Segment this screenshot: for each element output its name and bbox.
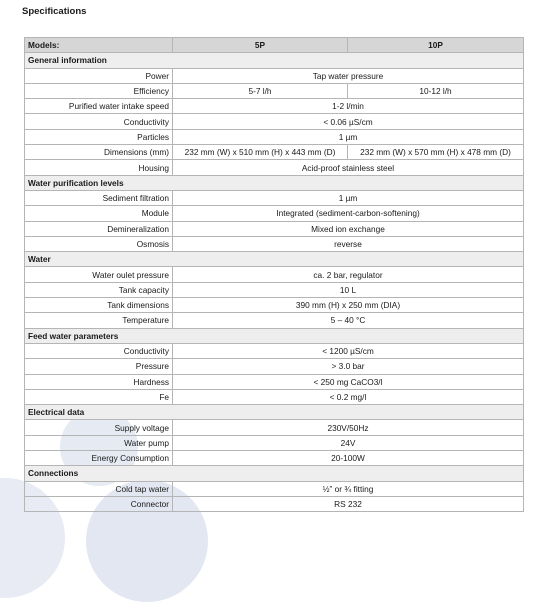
row-value-shared: 1 µm: [173, 190, 524, 205]
row-label: Demineralization: [25, 221, 173, 236]
header-models-label: Models:: [25, 38, 173, 53]
table-row: [25, 343, 524, 358]
row-label: Temperature: [25, 313, 173, 328]
table-row: [25, 298, 524, 313]
row-label: Dimensions (mm): [25, 145, 173, 160]
table-row: [25, 496, 524, 511]
table-row: [25, 374, 524, 389]
row-label: Housing: [25, 160, 173, 175]
table-row: [25, 481, 524, 496]
row-value-shared: Tap water pressure: [173, 68, 524, 83]
row-label: Tank capacity: [25, 282, 173, 297]
row-label: Conductivity: [25, 114, 173, 129]
table-header-row: [25, 38, 524, 53]
row-label: Tank dimensions: [25, 298, 173, 313]
section-header-water: [25, 252, 524, 267]
row-value-shared: ca. 2 bar, regulator: [173, 267, 524, 282]
row-label: Water pump: [25, 435, 173, 450]
section-title: Water: [25, 252, 524, 267]
row-value-5p: 232 mm (W) x 510 mm (H) x 443 mm (D): [173, 145, 348, 160]
row-value-shared: < 0.06 µS/cm: [173, 114, 524, 129]
row-label: Supply voltage: [25, 420, 173, 435]
row-value-shared: Integrated (sediment-carbon-softening): [173, 206, 524, 221]
section-header-connections: [25, 466, 524, 481]
header-model-5p: 5P: [173, 38, 348, 53]
table-row: [25, 190, 524, 205]
row-label: Sediment filtration: [25, 190, 173, 205]
table-row: [25, 145, 524, 160]
row-label: Conductivity: [25, 343, 173, 358]
table-row: [25, 221, 524, 236]
table-row: [25, 114, 524, 129]
table-row: [25, 420, 524, 435]
row-label: Purified water intake speed: [25, 99, 173, 114]
table-row: [25, 83, 524, 98]
table-row: [25, 435, 524, 450]
table-row: [25, 282, 524, 297]
table-row: [25, 451, 524, 466]
row-value-shared: 10 L: [173, 282, 524, 297]
row-value-shared: 230V/50Hz: [173, 420, 524, 435]
row-value-shared: < 0.2 mg/l: [173, 389, 524, 404]
row-label: Fe: [25, 389, 173, 404]
section-title: Feed water parameters: [25, 328, 524, 343]
table-row: [25, 236, 524, 251]
row-value-shared: 390 mm (H) x 250 mm (DIA): [173, 298, 524, 313]
row-value-shared: Acid-proof stainless steel: [173, 160, 524, 175]
row-label: Efficiency: [25, 83, 173, 98]
section-header-feed-water-parameters: [25, 328, 524, 343]
row-label: Power: [25, 68, 173, 83]
row-label: Cold tap water: [25, 481, 173, 496]
table-row: [25, 389, 524, 404]
header-model-10p: 10P: [348, 38, 524, 53]
row-label: Energy Consumption: [25, 451, 173, 466]
table-row: [25, 313, 524, 328]
table-row: [25, 206, 524, 221]
section-header-electrical-data: [25, 405, 524, 420]
table-row: [25, 359, 524, 374]
row-label: Osmosis: [25, 236, 173, 251]
section-title: General information: [25, 53, 524, 68]
row-value-10p: 10-12 l/h: [348, 83, 524, 98]
row-value-shared: 1 µm: [173, 129, 524, 144]
row-value-shared: 20-100W: [173, 451, 524, 466]
row-value-shared: 1-2 l/min: [173, 99, 524, 114]
row-value-shared: reverse: [173, 236, 524, 251]
row-value-shared: 24V: [173, 435, 524, 450]
page-title: Specifications: [22, 6, 87, 17]
row-value-shared: ½” or ¾ fitting: [173, 481, 524, 496]
table-row: [25, 267, 524, 282]
row-label: Module: [25, 206, 173, 221]
section-title: Water purification levels: [25, 175, 524, 190]
section-title: Connections: [25, 466, 524, 481]
row-label: Water oulet pressure: [25, 267, 173, 282]
section-header-general-information: [25, 53, 524, 68]
section-header-water-purification-levels: [25, 175, 524, 190]
specifications-table-body: [25, 38, 524, 512]
row-label: Connector: [25, 496, 173, 511]
row-value-10p: 232 mm (W) x 570 mm (H) x 478 mm (D): [348, 145, 524, 160]
row-value-shared: > 3.0 bar: [173, 359, 524, 374]
row-value-shared: Mixed ion exchange: [173, 221, 524, 236]
table-row: [25, 160, 524, 175]
section-title: Electrical data: [25, 405, 524, 420]
row-value-shared: RS 232: [173, 496, 524, 511]
row-label: Hardness: [25, 374, 173, 389]
table-row: [25, 68, 524, 83]
specifications-table: [24, 37, 524, 512]
row-value-shared: < 1200 µS/cm: [173, 343, 524, 358]
row-value-shared: < 250 mg CaCO3/l: [173, 374, 524, 389]
row-value-5p: 5-7 l/h: [173, 83, 348, 98]
row-value-shared: 5 – 40 °C: [173, 313, 524, 328]
row-label: Particles: [25, 129, 173, 144]
table-row: [25, 99, 524, 114]
table-row: [25, 129, 524, 144]
row-label: Pressure: [25, 359, 173, 374]
